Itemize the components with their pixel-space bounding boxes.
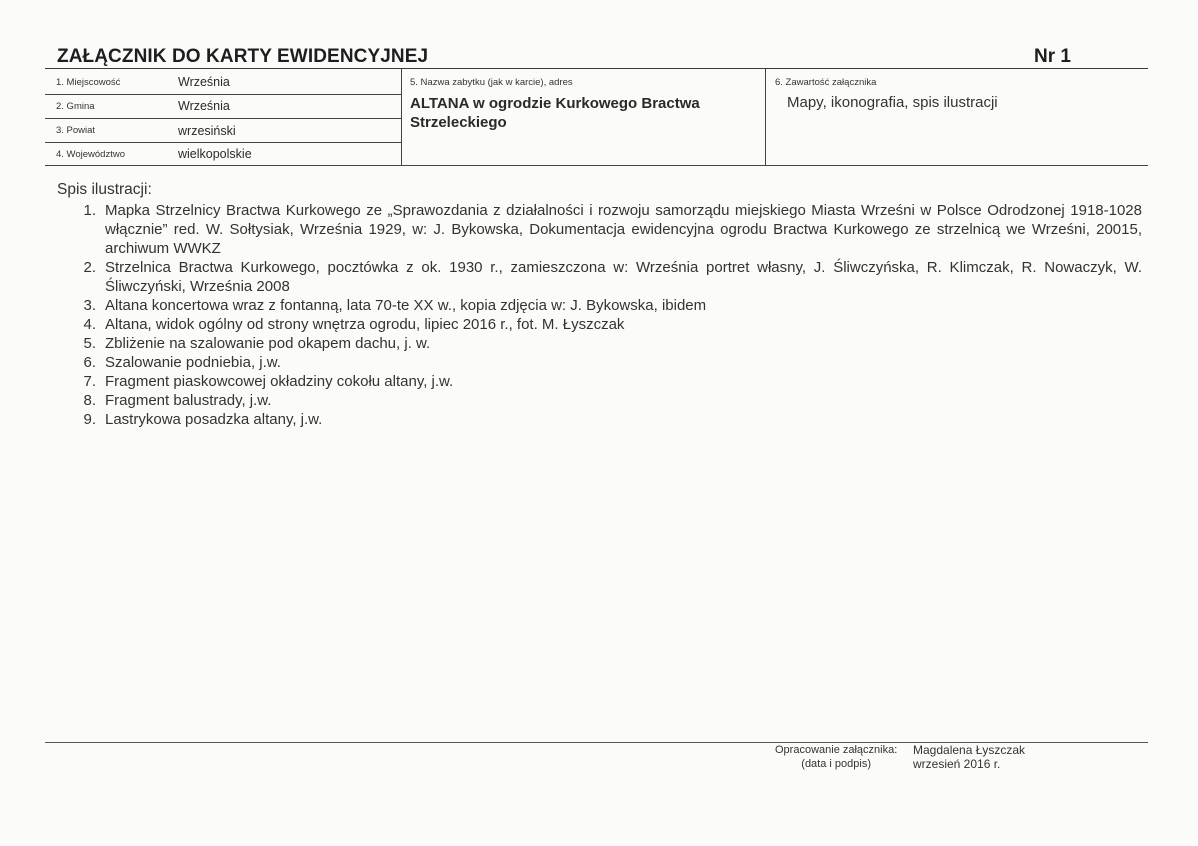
prepared-by-label <box>775 743 897 771</box>
attachment-content-label: 6. Zawartość załącznika <box>775 77 877 88</box>
list-item <box>70 353 1142 372</box>
list-item-number: 4. <box>83 316 96 333</box>
locality-value: Września <box>178 75 230 89</box>
list-item <box>70 334 1142 353</box>
monument-label: 5. Nazwa zabytku (jak w karcie), adres <box>410 77 573 88</box>
locality-label: 1. Miejscowość <box>56 77 121 88</box>
list-item-number: 6. <box>83 354 96 371</box>
list-item-text: Fragment piaskowcowej okładziny cokołu altany, j.w. <box>105 373 454 390</box>
monument-name: ALTANA w ogrodzie Kurkowego Bractwa Strzeleckiego <box>410 95 700 131</box>
date-signature-label: (data i podpis) <box>801 758 871 770</box>
illustration-list <box>70 201 1142 429</box>
voivodeship-label: 4. Województwo <box>56 149 125 160</box>
list-item <box>70 391 1142 410</box>
row-divider-1 <box>45 94 401 95</box>
voivodeship-value: wielkopolskie <box>178 147 252 161</box>
row-divider-3 <box>45 142 401 143</box>
author-name: Magdalena Łyszczak <box>913 743 1026 757</box>
title-rule <box>45 68 1148 69</box>
prepared-by-value <box>913 743 1025 771</box>
document-title: ZAŁĄCZNIK DO KARTY EWIDENCYJNEJ <box>57 46 429 67</box>
list-item-text: Fragment balustrady, j.w. <box>105 392 272 409</box>
commune-value: Września <box>178 99 230 113</box>
list-item-text: Altana koncertowa wraz z fontanną, lata 70-te XX w., kopia zdjęcia w: J. Bykowska, ibidem <box>105 297 707 314</box>
table-bottom-rule <box>45 165 1148 166</box>
list-item-text: Strzelnica Bractwa Kurkowego, pocztówka z ok. 1930 r., zamieszczona w: Września portret własny, J. Śliwczyńska, R. Klimczak, R. Nowaczyk, W. Śliwczyński, Września 2008 <box>105 259 1142 295</box>
preparation-date: wrzesień 2016 r. <box>913 757 1001 771</box>
list-item <box>70 201 1142 258</box>
row-divider-2 <box>45 118 401 119</box>
list-item-number: 3. <box>83 297 96 314</box>
district-value: wrzesiński <box>178 124 236 138</box>
prepared-label: Opracowanie załącznika: <box>775 744 898 756</box>
list-item-number: 1. <box>83 202 96 219</box>
list-item <box>70 372 1142 391</box>
list-item <box>70 315 1142 334</box>
list-item <box>70 296 1142 315</box>
column-divider-right <box>765 69 766 166</box>
district-label: 3. Powiat <box>56 125 96 136</box>
list-item-number: 7. <box>83 373 96 390</box>
illustration-list-heading: Spis ilustracji: <box>57 181 152 198</box>
list-item-number: 5. <box>83 335 96 352</box>
list-item-text: Lastrykowa posadzka altany, j.w. <box>105 411 323 428</box>
list-item-text: Altana, widok ogólny od strony wnętrza ogrodu, lipiec 2016 r., fot. M. Łyszczak <box>105 316 625 333</box>
list-item <box>70 258 1142 296</box>
list-item-text: Szalowanie podniebia, j.w. <box>105 354 281 371</box>
attachment-content-value: Mapy, ikonografia, spis ilustracji <box>787 94 998 111</box>
list-item-number: 9. <box>83 411 96 428</box>
document-number: Nr 1 <box>1034 46 1071 67</box>
list-item-number: 8. <box>83 392 96 409</box>
list-item-number: 2. <box>83 259 96 276</box>
list-item-text: Zbliżenie na szalowanie pod okapem dachu, j. w. <box>105 335 431 352</box>
commune-label: 2. Gmina <box>56 101 95 112</box>
list-item-text: Mapka Strzelnicy Bractwa Kurkowego ze „Sprawozdania z działalności i rozwoju samorządu miejskiego Miasta Wrześni w Polsce Odrodzonej 1918-1028 włącznie” red. W. Sołtysiak, Września 1929, w: J. Bykowska, Dokumentacja ewidencyjna ogrodu Bractwa Kurkowego ze strzelnicą we Wrześni, 20015, archiwum WWKZ <box>105 202 1142 257</box>
column-divider-left <box>401 69 402 166</box>
list-item <box>70 410 1142 429</box>
